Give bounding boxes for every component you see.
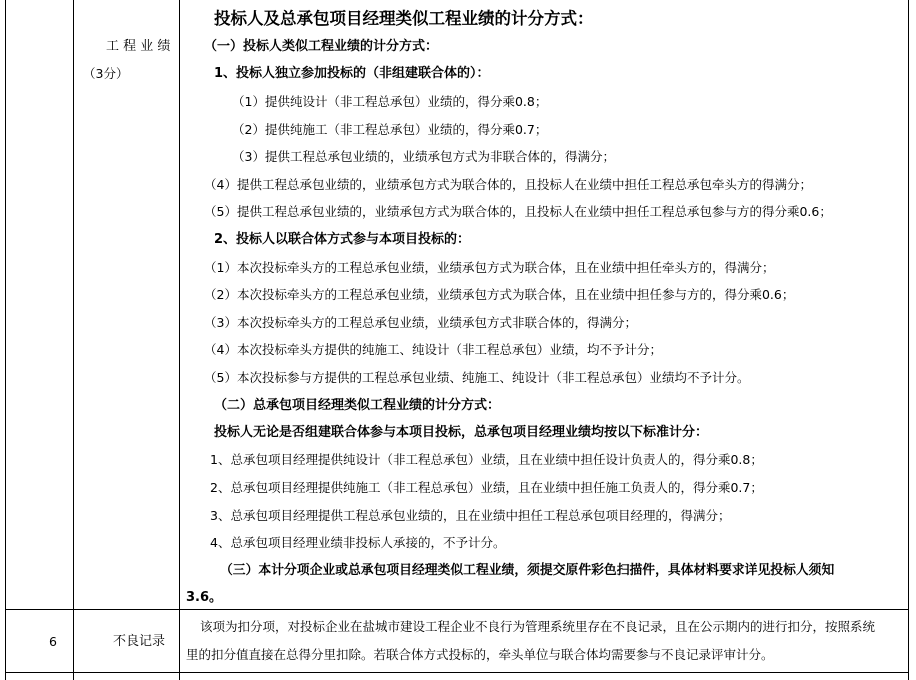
section-title: 投标人及总承包项目经理类似工程业绩的计分方式：: [214, 9, 594, 28]
table-bottom-border: [5, 672, 909, 673]
bad-record-text-line2: 里的扣分值直接在总得分里扣除。若联合体方式投标的，牵头单位与联合体均需要参与不良记录评审计分。: [186, 647, 774, 662]
list-item: （5）提供工程总承包业绩的，业绩承包方式为联合体的，且投标人在业绩中担任工程总承包参与方的得分乘0.6；: [204, 204, 832, 219]
list-item: （2）提供纯施工（非工程总承包）业绩的，得分乘0.7；: [232, 122, 548, 137]
subsection-heading-3: （三）本计分项企业或总承包项目经理类似工程业绩，须提交原件彩色扫描件，具体材料要求详见投标人须知: [220, 563, 835, 578]
list-item: 2、总承包项目经理提供纯施工（非工程总承包）业绩，且在业绩中担任施工负责人的，得分乘0.7；: [210, 480, 763, 495]
table-left-border: [5, 0, 6, 680]
list-item: （3）提供工程总承包业绩的，业绩承包方式为非联合体的，得满分；: [232, 149, 615, 164]
list-item: （5）本次投标参与方提供的工程总承包业绩、纯施工、纯设计（非工程总承包）业绩均不予计分。: [204, 370, 750, 385]
row-number: 6: [49, 634, 57, 649]
table-col-divider-1: [73, 0, 74, 680]
list-item: （3）本次投标牵头方的工程总承包业绩，业绩承包方式非联合体的，得满分；: [204, 315, 637, 330]
row-divider: [5, 609, 909, 610]
subsection-heading-1-1: 1、投标人独立参加投标的（非组建联合体的）：: [214, 66, 490, 81]
table-col-divider-2: [179, 0, 180, 680]
subsection-heading-1: （一）投标人类似工程业绩的计分方式：: [204, 39, 439, 54]
list-item: 3、总承包项目经理提供工程总承包业绩的，且在业绩中担任工程总承包项目经理的，得满分；: [210, 508, 731, 523]
subsection-intro-2: 投标人无论是否组建联合体参与本项目投标，总承包项目经理业绩均按以下标准计分：: [214, 425, 709, 440]
list-item: 4、总承包项目经理业绩非投标人承接的，不予计分。: [210, 535, 506, 550]
list-item: （1）提供纯设计（非工程总承包）业绩的，得分乘0.8；: [232, 94, 548, 109]
subsection-heading-3-cont: 3.6。: [186, 590, 223, 605]
criteria-score: （3分）: [83, 66, 129, 81]
list-item: （4）本次投标牵头方提供的纯施工、纯设计（非工程总承包）业绩，均不予计分；: [204, 342, 662, 357]
subsection-heading-1-2: 2、投标人以联合体方式参与本项目投标的：: [214, 232, 471, 247]
subsection-heading-2: （二）总承包项目经理类似工程业绩的计分方式：: [214, 398, 501, 413]
criteria-label-bad-record: 不良记录: [113, 634, 166, 649]
bad-record-text-line1: 该项为扣分项，对投标企业在盐城市建设工程企业不良行为管理系统里存在不良记录，且在公示期内的进行扣分，按照系统: [200, 619, 876, 634]
list-item: 1、总承包项目经理提供纯设计（非工程总承包）业绩，且在业绩中担任设计负责人的，得分乘0.8；: [210, 452, 763, 467]
list-item: （1）本次投标牵头方的工程总承包业绩，业绩承包方式为联合体，且在业绩中担任牵头方的，得满分；: [204, 260, 775, 275]
list-item: （2）本次投标牵头方的工程总承包业绩，业绩承包方式为联合体，且在业绩中担任参与方的，得分乘0.6；: [204, 287, 795, 302]
list-item: （4）提供工程总承包业绩的，业绩承包方式为联合体的，且投标人在业绩中担任工程总承包牵头方的得满分；: [204, 177, 812, 192]
criteria-label: 工 程 业 绩: [106, 39, 171, 54]
table-right-border: [908, 0, 909, 680]
